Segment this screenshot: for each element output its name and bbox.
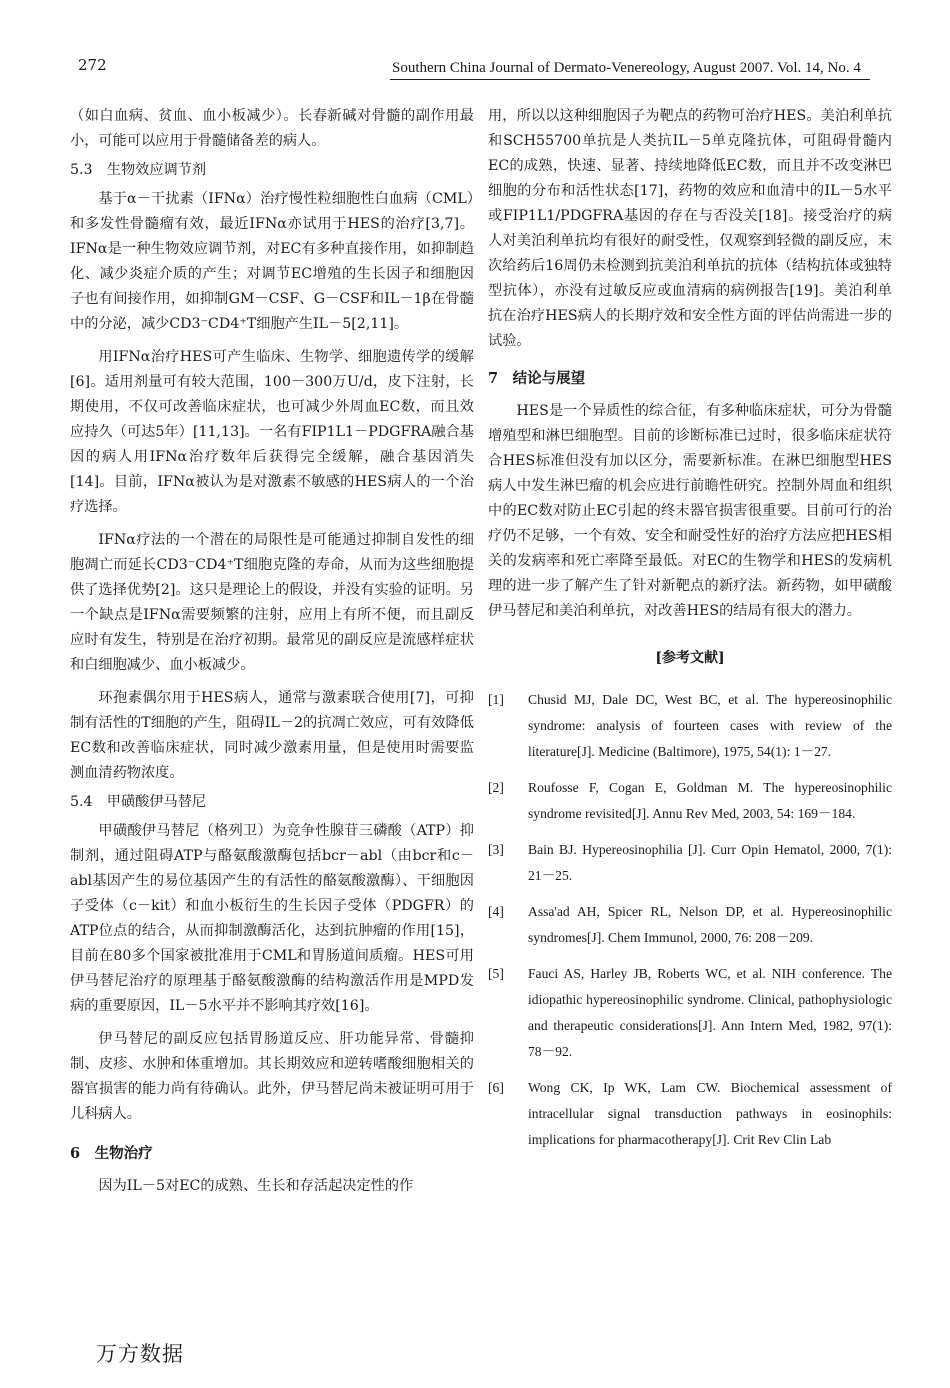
paragraph: 甲磺酸伊马替尼（格列卫）为竞争性腺苷三磷酸（ATP）抑制剂，通过阻碍ATP与酪氨酸激酶包括bcr－abl（由bcr和c－abl基因产生的易位基因产生的有活性的酪氨酸激酶）、干细胞因子受体（c－kit）和血小板衍生的生长因子受体（PDGFR）的ATP位点的结合，从而抑制激酶活化，达到抗肿瘤的作用[15]，目前在80多个国家被批准用于CML和胃肠道间质瘤。HES可用伊马替尼治疗的原理基于酪氨酸激酶的结构激活作用是MPD发病的重要原因，IL－5水平并不影响其疗效[16]。 <box>70 823 474 1014</box>
reference-number: [5] <box>488 966 504 981</box>
reference-number: [6] <box>488 1080 504 1095</box>
section-heading-5-4: 5.4 甲磺酸伊马替尼 <box>70 794 207 810</box>
reference-number: [4] <box>488 904 504 919</box>
section-heading-6: 6 生物治疗 <box>70 1145 153 1162</box>
watermark: 万方数据 <box>96 1342 184 1366</box>
reference-text: Bain BJ. Hypereosinophilia [J]. Curr Opin Hematol, 2000, 7(1): 21－25. <box>528 842 892 883</box>
header-rule <box>390 79 870 80</box>
reference-text: Assa'ad AH, Spicer RL, Nelson DP, et al. Hypereosinophilic syndromes[J]. Chem Immunol, 2000, 76: 208－209. <box>528 904 892 945</box>
reference-number: [3] <box>488 842 504 857</box>
reference-list <box>488 687 892 1153</box>
paragraph: 基于α－干扰素（IFNα）治疗慢性粒细胞性白血病（CML）和多发性骨髓瘤有效，最近IFNα亦试用于HES的治疗[3,7]。IFNα是一种生物效应调节剂，对EC有多种直接作用，如抑制趋化、减少炎症介质的产生；对调节EC增殖的生长因子和细胞因子也有间接作用，如抑制GM－CSF、G－CSF和IL－1β在骨髓中的分泌，减少CD3⁻CD4⁺T细胞产生IL－5[2,11]。 <box>70 191 474 332</box>
paragraph: 环孢素偶尔用于HES病人，通常与激素联合使用[7]，可抑制有活性的T细胞的产生，阻碍IL－2的抗凋亡效应，可有效降低EC数和改善临床症状，同时减少激素用量，但是使用时需要监测血清药物浓度。 <box>70 690 474 781</box>
intro-paragraph: （如白血病、贫血、血小板减少）。长春新碱对骨髓的副作用最小，可能可以应用于骨髓储备差的病人。 <box>70 108 474 149</box>
right-column <box>488 104 892 1163</box>
reference-number: [1] <box>488 692 504 707</box>
paragraph: 因为IL－5对EC的成熟、生长和存活起决定性的作 <box>98 1178 414 1194</box>
reference-item <box>488 687 892 765</box>
paragraph: 伊马替尼的副反应包括胃肠道反应、肝功能异常、骨髓抑制、皮疹、水肿和体重增加。其长期效应和逆转嗜酸细胞相关的器官损害的能力尚有待确认。此外，伊马替尼尚未被证明可用于儿科病人。 <box>70 1031 474 1122</box>
references-title: [参考文献] <box>655 650 725 666</box>
conclusion-paragraph: HES是一个异质性的综合征，有多种临床症状，可分为骨髓增殖型和淋巴细胞型。目前的诊断标准已过时，很多临床症状符合HES标准但没有加以区分，需要新标准。在淋巴细胞型HES病人中发生淋巴瘤的机会应进行前瞻性研究。控制外周血和组织中的EC数对防止EC引起的终末器官损害很重要。目前可行的治疗仍不足够，一个有效、安全和耐受性好的治疗方法应把HES相关的发病率和死亡率降至最低。对EC的生物学和HES的发病机理的进一步了解产生了针对新靶点的新疗法。新药物，如甲磺酸伊马替尼和美泊利单抗，对改善HES的结局有很大的潜力。 <box>488 403 892 619</box>
left-column <box>70 104 474 1199</box>
paragraph: IFNα疗法的一个潜在的局限性是可能通过抑制自发性的细胞凋亡而延长CD3⁻CD4⁺T细胞克隆的寿命，从而为这些细胞提供了选择优势[2]。这只是理论上的假设，并没有实验的证明。另一个缺点是IFNα需要频繁的注射，应用上有所不便，而且副反应时有发生，特别是在治疗初期。最常见的副反应是流感样症状和白细胞减少、血小板减少。 <box>70 532 474 673</box>
reference-item <box>488 899 892 951</box>
reference-text: Roufosse F, Cogan E, Goldman M. The hypereosinophilic syndrome revisited[J]. Annu Rev Med, 2003, 54: 169－184. <box>528 780 892 821</box>
reference-item <box>488 1075 892 1153</box>
reference-item <box>488 775 892 827</box>
continued-paragraph: 用，所以以这种细胞因子为靶点的药物可治疗HES。美泊利单抗和SCH55700单抗是人类抗IL－5单克隆抗体，可阻碍骨髓内EC的成熟，快速、显著、持续地降低EC数，而且并不改变淋巴细胞的分布和活性状态[17]，药物的效应和血清中的IL－5水平或FIP1L1/PDGFRA基因的存在与否没关[18]。接受治疗的病人对美泊利单抗均有很好的耐受性，仅观察到轻微的副反应，末次给药后16周仍未检测到抗美泊利单抗的抗体（结构抗体或独特型抗体），亦没有过敏反应或血清病的病例报告[19]。美泊利单抗在治疗HES病人的长期疗效和安全性方面的评估尚需进一步的试验。 <box>488 108 892 349</box>
running-head: Southern China Journal of Dermato-Venereology, August 2007. Vol. 14, No. 4 <box>392 60 861 76</box>
reference-number: [2] <box>488 780 504 795</box>
reference-item <box>488 961 892 1065</box>
reference-text: Fauci AS, Harley JB, Roberts WC, et al. NIH conference. The idiopathic hypereosinophilic syndrome. Clinical, pathophysiologic and therapeutic considerations[J]. Ann Intern Med, 1982, 97(1): 78－92. <box>528 966 892 1059</box>
page-number: 272 <box>78 56 107 74</box>
reference-item <box>488 837 892 889</box>
section-heading-5-3: 5.3 生物效应调节剂 <box>70 162 207 178</box>
paragraph: 用IFNα治疗HES可产生临床、生物学、细胞遗传学的缓解[6]。适用剂量可有较大范围，100－300万U/d，皮下注射，长期使用，不仅可改善临床症状，也可减少外周血EC数，而且效应持久（可达5年）[11,13]。一名有FIP1L1－PDGFRA融合基因的病人用IFNα治疗数年后获得完全缓解，融合基因消失[14]。目前，IFNα被认为是对激素不敏感的HES病人的一个治疗选择。 <box>70 349 474 515</box>
section-heading-7: 7 结论与展望 <box>488 370 586 387</box>
reference-text: Wong CK, Ip WK, Lam CW. Biochemical assessment of intracellular signal transduction pathways in eosinophils: implications for pharmacotherapy[J]. Crit Rev Clin Lab <box>528 1080 892 1147</box>
reference-text: Chusid MJ, Dale DC, West BC, et al. The hypereosinophilic syndrome: analysis of fourteen cases with review of the literature[J]. Medicine (Baltimore), 1975, 54(1): 1－27. <box>528 692 892 759</box>
